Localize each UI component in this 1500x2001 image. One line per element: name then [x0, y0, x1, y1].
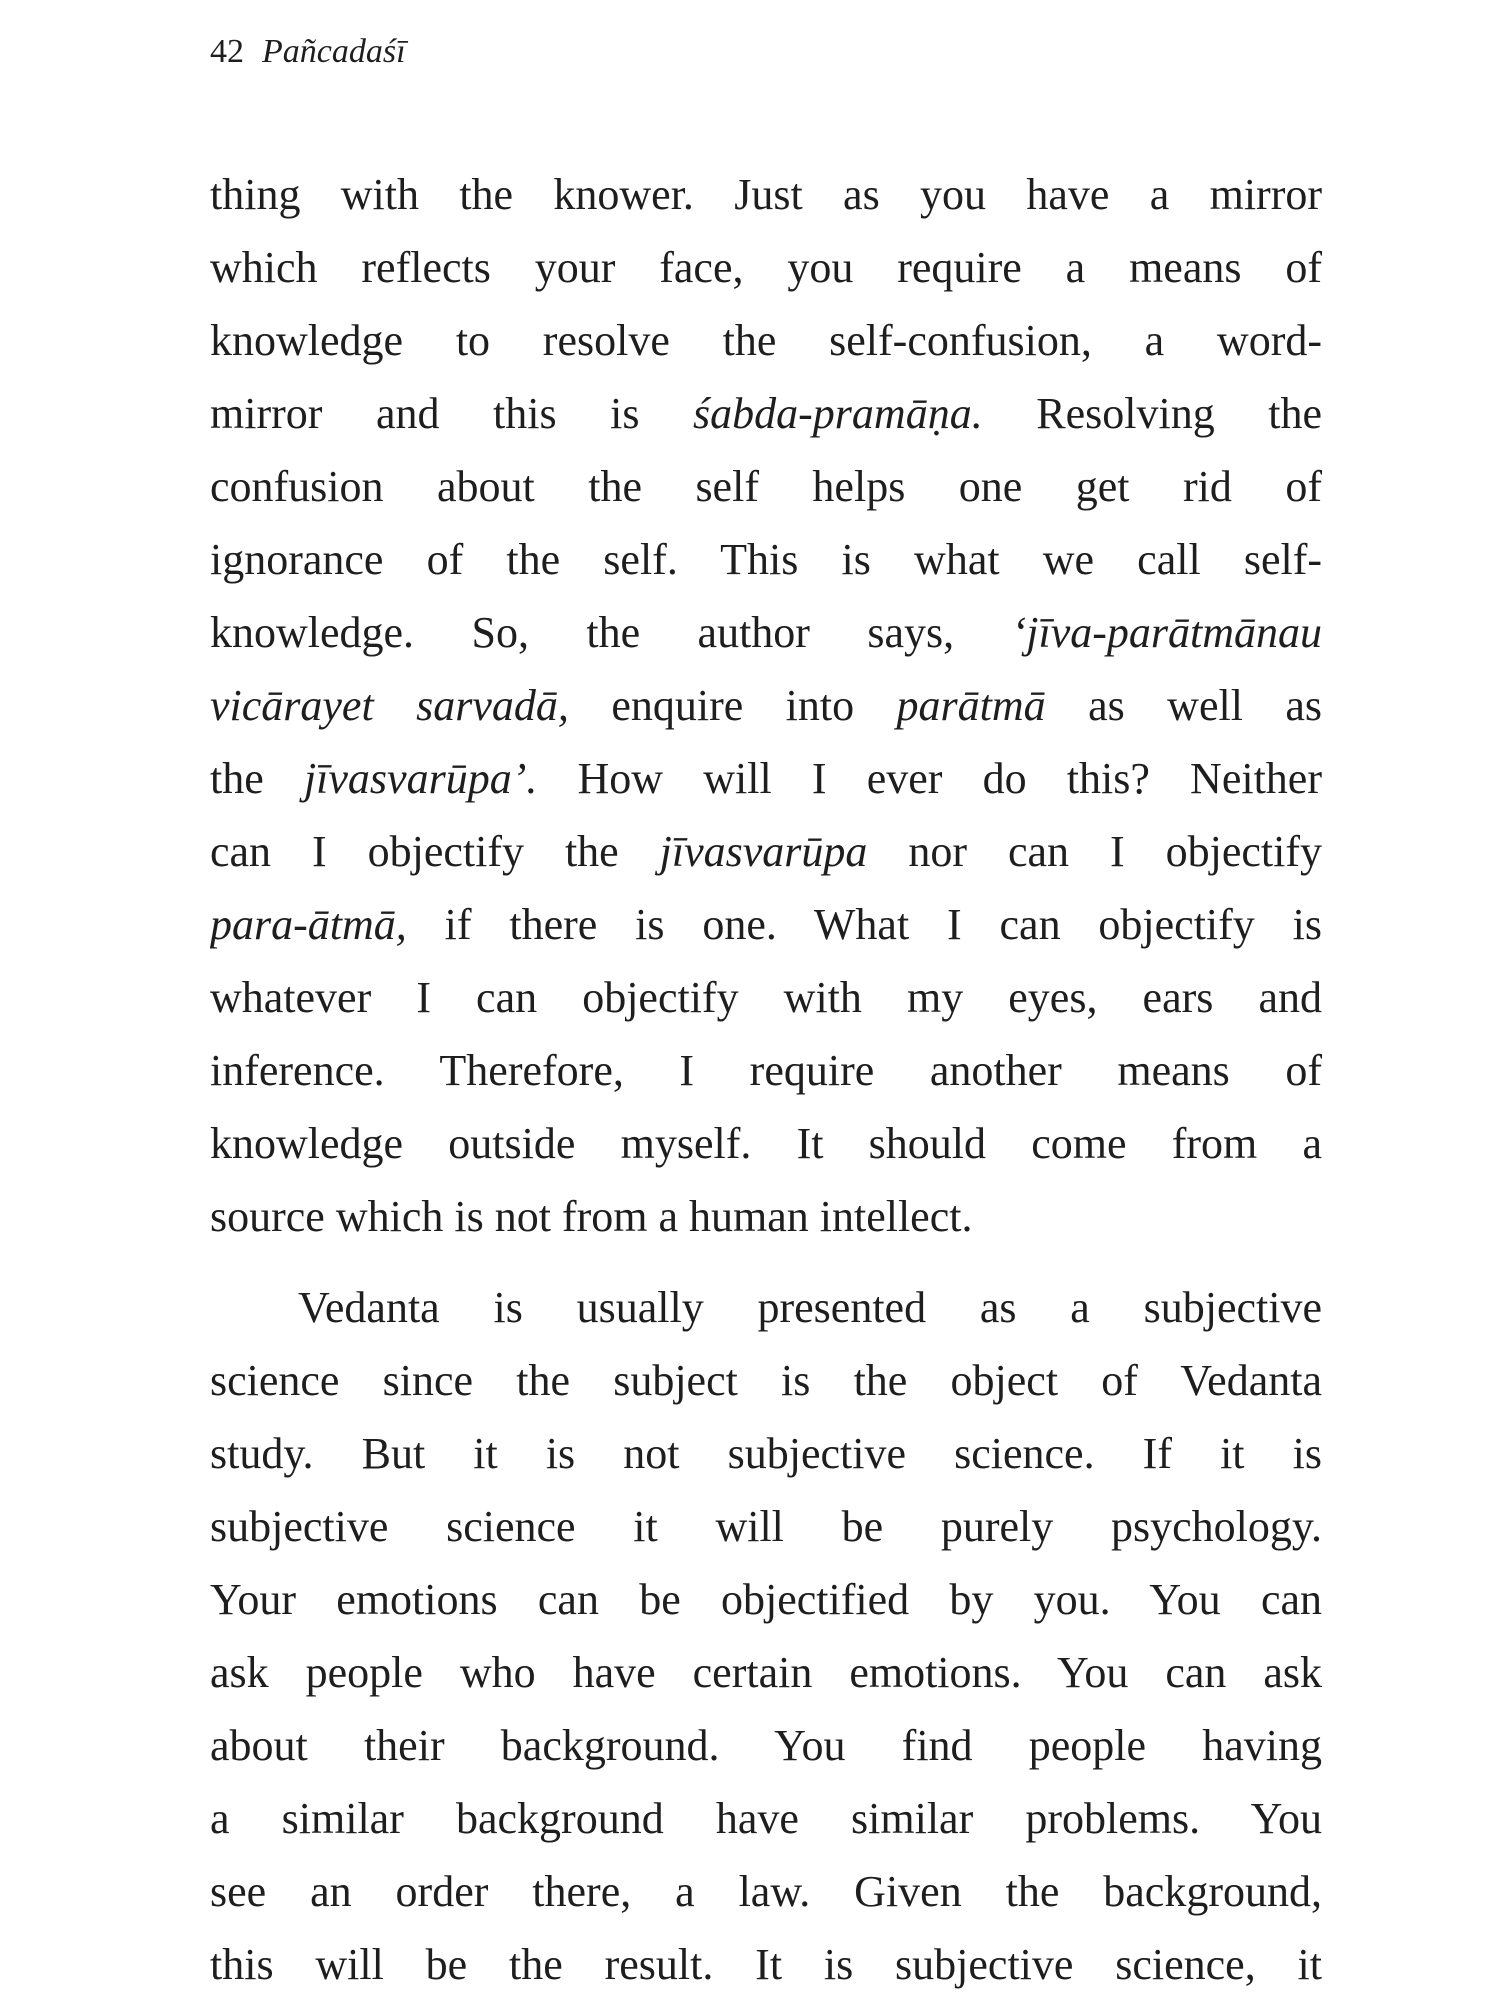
text-run: enquire into: [568, 681, 897, 730]
paragraph-2: [210, 1271, 1322, 2001]
sanskrit-term: jīvasvarūpa: [659, 827, 868, 876]
sanskrit-term: ‘jīva-parātmānau: [1011, 608, 1322, 657]
sanskrit-term: vicārayet sarvadā,: [210, 681, 569, 730]
text-line: about their background. You find people having: [210, 1721, 1322, 1770]
text-line: [210, 815, 1322, 888]
text-run: as well as: [1045, 681, 1322, 730]
sanskrit-term: para-ātmā,: [210, 900, 407, 949]
text-run: nor can I objectify: [867, 827, 1322, 876]
text-run: Resolving the: [982, 389, 1322, 438]
text-run: knowledge. So, the author says,: [210, 608, 1012, 657]
text-line: [210, 888, 1322, 961]
sanskrit-term: parātmā: [896, 681, 1046, 730]
text-line: knowledge to resolve the self-confusion, a word-: [210, 316, 1322, 365]
text-line: which reflects your face, you require a means of: [210, 243, 1322, 292]
text-line: ask people who have certain emotions. You can ask: [210, 1648, 1322, 1697]
text-line: inference. Therefore, I require another means of: [210, 1046, 1322, 1095]
text-line: this will be the result. It is subjective science, it: [210, 1940, 1322, 1989]
text-line: study. But it is not subjective science. If it is: [210, 1429, 1322, 1478]
text-line: a similar background have similar problems. You: [210, 1794, 1322, 1843]
body-text: [210, 158, 1322, 2001]
text-run: mirror and this is: [210, 389, 694, 438]
text-line: confusion about the self helps one get rid of: [210, 462, 1322, 511]
running-head: [210, 30, 406, 74]
text-line: [210, 377, 1322, 450]
text-run: the: [210, 754, 304, 803]
text-line: [210, 669, 1322, 742]
text-line: Vedanta is usually presented as a subjective: [298, 1283, 1322, 1332]
paragraph-1: [210, 158, 1322, 1253]
page-number: 42: [210, 33, 244, 70]
text-run: can I objectify the: [210, 827, 660, 876]
book-title: Pañcadaśī: [262, 33, 406, 70]
text-run: if there is one. What I can objectify is: [406, 900, 1322, 949]
text-line: [210, 596, 1322, 669]
text-line: Your emotions can be objectified by you. You can: [210, 1575, 1322, 1624]
text-line: whatever I can objectify with my eyes, ears and: [210, 973, 1322, 1022]
text-line: science since the subject is the object of Vedanta: [210, 1356, 1322, 1405]
text-line: source which is not from a human intellect.: [210, 1192, 973, 1241]
text-line: subjective science it will be purely psychology.: [210, 1502, 1322, 1551]
text-line: see an order there, a law. Given the background,: [210, 1867, 1322, 1916]
sanskrit-term: śabda-pramāṇa.: [693, 389, 983, 438]
paragraph-gap: [210, 1253, 1322, 1271]
text-line: knowledge outside myself. It should come from a: [210, 1119, 1322, 1168]
sanskrit-term: jīvasvarūpa’.: [303, 754, 538, 803]
text-line: thing with the knower. Just as you have a mirror: [210, 170, 1322, 219]
text-run: How will I ever do this? Neither: [537, 754, 1322, 803]
text-line: [210, 742, 1322, 815]
text-line: ignorance of the self. This is what we call self-: [210, 535, 1322, 584]
